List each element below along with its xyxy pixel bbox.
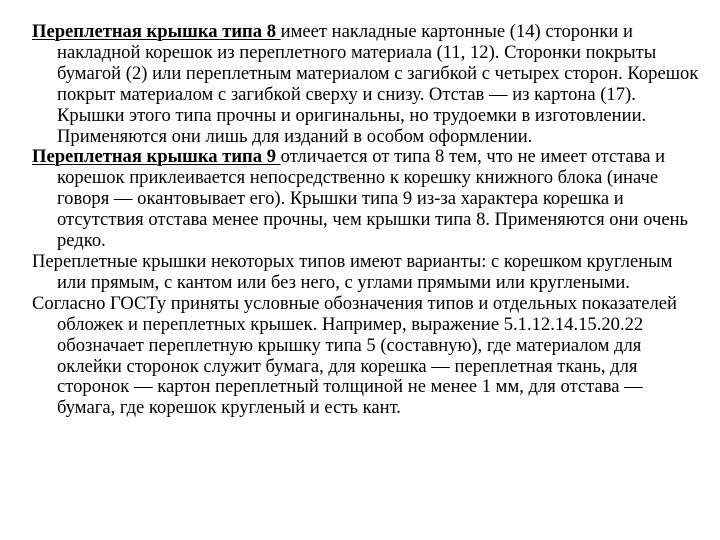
- paragraph-text: отличается от типа 8 тем, что не имеет отстава и корешок приклеивается непосредственно к корешку книжного блока (иначе говоря — окантовывает его). Крышки типа 9 из-за характера корешка и отсутствия отстава менее прочны, чем крышки типа 8. Применяются они очень редко.: [57, 146, 689, 252]
- paragraph-text: Согласно ГОСТу приняты условные обозначения типов и отдельных показателей обложек и переплетных крышек. Например, выражение 5.1.12.14.15.20.22 обозначает переплетную крышку типа 5 (составную), где материалом для оклейки сторонок служит бумага, для корешка — переплетная ткань, для сторонок — картон переплетный толщиной не менее 1 мм, для отстава — бумага, где корешок кругленый и есть кант.: [32, 292, 677, 419]
- paragraph-heading: Переплетная крышка типа 8: [32, 21, 281, 42]
- paragraph-text: Переплетные крышки некоторых типов имеют варианты: с корешком кругленым или прямым, с кантом или без него, с углами прямыми или круглеными.: [32, 250, 673, 293]
- text-body: [32, 22, 704, 419]
- paragraph-text: имеет накладные картонные (14) сторонки и накладной корешок из переплетного материала (11, 12). Сторонки покрыты бумагой (2) или переплетным материалом с загибкой с четырех сторон. Корешок покрыт материалом с загибкой сверху и снизу. Отстав — из картона (17). Крышки этого типа прочны и оригинальны, но трудоемки в изготовлении. Применяются они лишь для изданий в особом оформлении.: [57, 21, 699, 147]
- paragraph-variants: [32, 252, 704, 294]
- paragraph-type-9: [32, 147, 704, 252]
- paragraph-heading: Переплетная крышка типа 9: [32, 146, 281, 168]
- paragraph-gost: [32, 294, 704, 419]
- paragraph-type-8: [32, 22, 704, 147]
